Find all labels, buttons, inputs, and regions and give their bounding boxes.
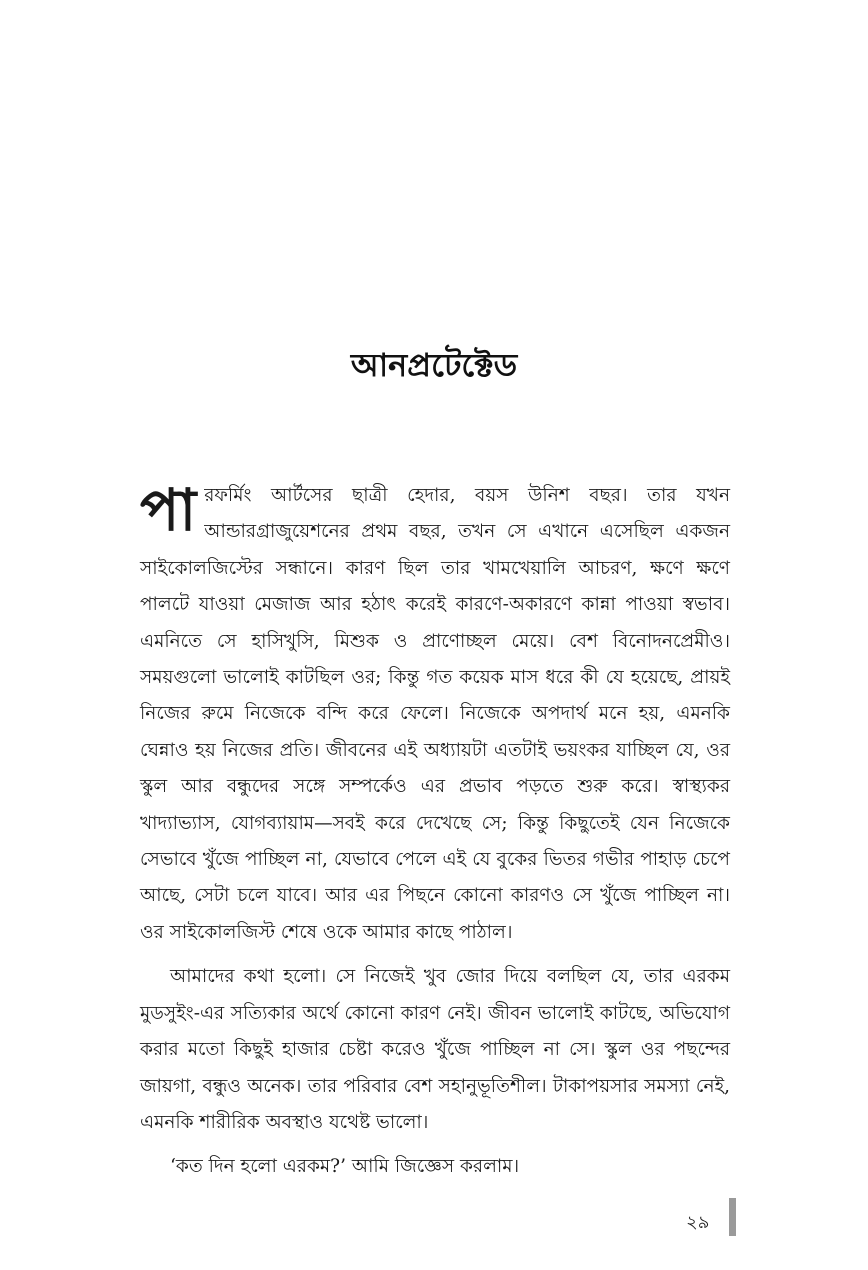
paragraph-2: আমাদের কথা হলো। সে নিজেই খুব জোর দিয়ে বলছিল যে, তার এরকম মুডসুইং-এর সত্যিকার অর্থে কোনো কারণ নেই। জীবন ভালোই কাটছে, অভিযোগ করার মতো কিছুই হাজার চেষ্টা করেও খুঁজে পাচ্ছিল না সে। স্কুল ওর পছন্দের জায়গা, বন্ধুও অনেক। তার পরিবার বেশ সহানুভূতিশীল। টাকাপয়সার সমস্যা নেই, এমনকি শারীরিক অবস্থাও যথেষ্ট ভালো। — [140, 966, 730, 1133]
chapter-body — [140, 478, 730, 1186]
paragraph-1-text: রফর্মিং আর্টসের ছাত্রী হেদার, বয়স উনিশ বছর। তার যখন আন্ডারগ্রাজুয়েশনের প্রথম বছর, তখন সে এখানে এসেছিল একজন সাইকোলজিস্টের সন্ধানে। কারণ ছিল তার খামখেয়ালি আচরণ, ক্ষণে ক্ষণে পালটে যাওয়া মেজাজ আর হঠাৎ করেই কারণে-অকারণে কান্না পাওয়া স্বভাব। এমনিতে সে হাসিখুসি, মিশুক ও প্রাণোচ্ছল মেয়ে। বেশ বিনোদনপ্রেমীও। সময়গুলো ভালোই কাটছিল ওর; কিন্তু গত কয়েক মাস ধরে কী যে হয়েছে, প্রায়ই নিজের রুমে নিজেকে বন্দি করে ফেলে। নিজেকে অপদার্থ মনে হয়, এমনকি ঘেন্নাও হয় নিজের প্রতি। জীবনের এই অধ্যায়টা এতটাই ভয়ংকর যাচ্ছিল যে, ওর স্কুল আর বন্ধুদের সঙ্গে সম্পর্কেও এর প্রভাব পড়তে শুরু করে। স্বাস্থ্যকর খাদ্যাভ্যাস, যোগব্যায়াম—সবই করে দেখেছে সে; কিন্তু কিছুতেই যেন নিজেকে সেভাবে খুঁজে পাচ্ছিল না, যেভাবে পেলে এই যে বুকের ভিতর গভীর পাহাড় চেপে আছে, সেটা চলে যাবে। আর এর পিছনে কোনো কারণও সে খুঁজে পাচ্ছিল না। ওর সাইকোলজিস্ট শেষে ওকে আমার কাছে পাঠাল। — [140, 485, 730, 943]
page-number: ২৯ — [686, 1212, 710, 1233]
page-edge-bar — [729, 1198, 736, 1236]
paragraph-3-dialogue: ‘কত দিন হলো এরকম?’ আমি জিজ্ঞেস করলাম। — [170, 1156, 520, 1178]
chapter-title: আনপ্রটেক্টেড — [350, 346, 518, 384]
paragraph-1 — [140, 478, 730, 951]
drop-cap: পা — [140, 476, 195, 544]
